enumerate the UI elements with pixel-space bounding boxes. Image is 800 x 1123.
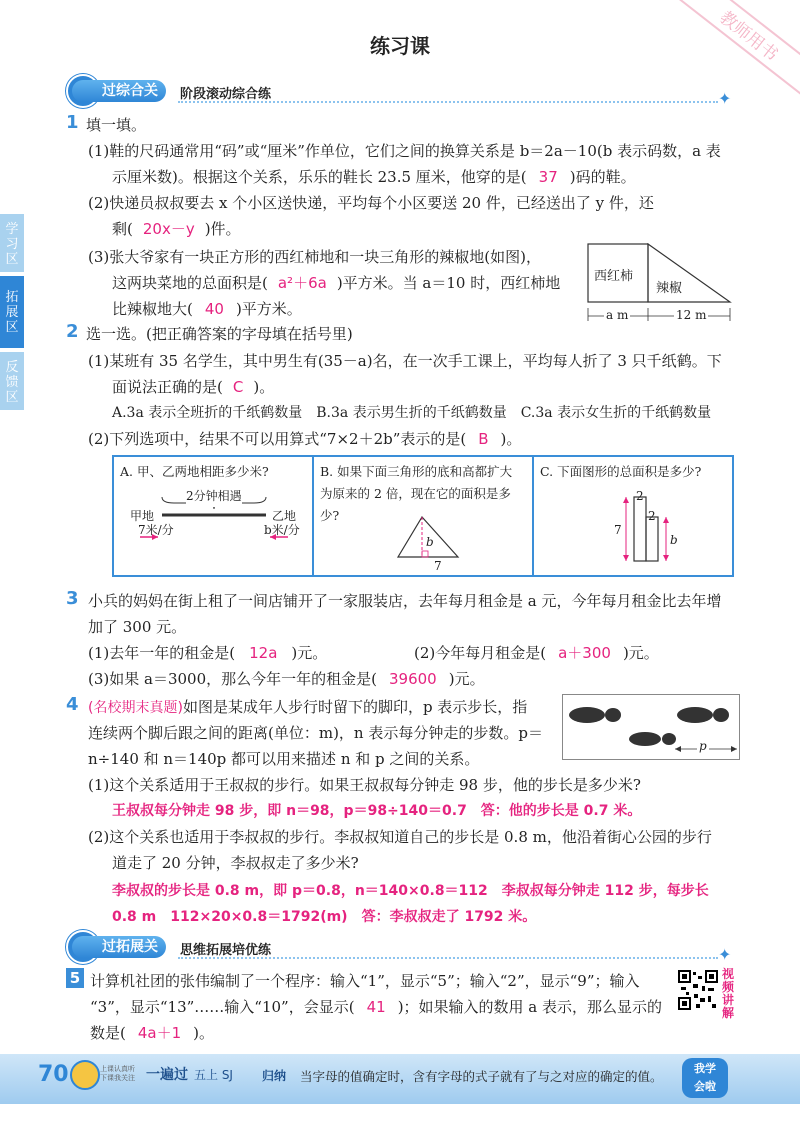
answer-blank: 20x－y [142,220,195,238]
q3-p3: (3)如果 a＝3000，那么今年一年的租金是( 39600 )元。 [88,670,485,688]
option-a-text: A. 甲、乙两地相距多少米? [120,464,269,479]
q1-number: 1 [66,112,79,133]
footprint-figure [562,694,740,760]
q4-p1: (1)这个关系适用于王叔叔的步行。如果王叔叔每分钟走 98 步，他的步长是多少米? [88,776,641,794]
footer-grade: 五上 SJ [194,1068,233,1082]
q2-number: 2 [66,321,79,342]
meet-label: 2分钟相遇 [186,485,242,507]
width2-label: 2 [648,509,656,523]
q2-p1-line2: 面说法正确的是( C )。 [112,378,275,396]
height-label: b [426,535,434,549]
footer-brand: 一遍过 [146,1067,188,1083]
option-b-box [314,457,534,575]
q1-p2-line1: (2)快递员叔叔要去 x 个小区送快递，平均每个小区要送 20 件，已经送出了 y 件，还 [88,194,654,212]
side-tab-study[interactable]: 学习区 [0,214,24,272]
q1-p3-line1: (3)张大爷家有一块正方形的西红柿地和一块三角形的辣椒地(如图)， [88,248,541,266]
q1-p3-line2: 这两块菜地的总面积是( a²＋6a )平方米。当 a＝10 时，西红柿地 [112,274,561,292]
option-a-box [114,457,314,575]
q1-p1-line2: 示厘米数)。根据这个关系，乐乐的鞋长 23.5 厘米，他穿的是( 37 )码的鞋。 [112,168,636,186]
side-tab-extend[interactable]: 拓展区 [0,276,24,348]
q4-number: 4 [66,694,79,715]
option-b-text-line2: 为原来的 2 倍，现在它的面积是多少? [320,486,511,523]
q5-line3: 数是( 4a＋1 )。 [90,1024,214,1042]
q4-line2: 连续两个脚后跟之间的距离(单位：m)，n 表示每分钟走的步数。p＝ [88,724,543,742]
side-tab-feedback[interactable]: 反馈区 [0,352,24,410]
q1-p1-line1: (1)鞋的尺码通常用“码”或“厘米”作单位，它们之间的换算关系是 b＝2a－10(b 表示码数，a 表 [88,142,721,160]
height2-label: b [670,533,678,547]
answer-blank: 37 [538,168,558,186]
option-c-text: C. 下面图形的总面积是多少? [540,464,702,479]
q3-number: 3 [66,588,79,609]
section-subtitle: 思维拓展培优练 [180,943,272,958]
dim-a-label: a m [606,308,629,322]
answer-blank: 40 [204,300,224,318]
footer-slogan-1: 上课认真听 [100,1065,135,1073]
mascot-icon [70,1060,100,1090]
width1-label: 2 [636,489,644,503]
page-number: 70 [38,1062,69,1087]
q4-line1: (名校期末真题)如图是某成年人步行时留下的脚印，p 表示步长，指 [88,698,528,716]
base-label: 7 [434,559,442,573]
q3-line1: 小兵的妈妈在街上租了一间店铺开了一家服装店，去年每月租金是 a 元，今年每月租金比去年增 [88,592,722,610]
q4-p2-answer-line1: 李叔叔的步长是 0.8 m，即 p＝0.8，n＝140×0.8＝112 李叔叔每分钟走 112 步，每步长 [112,883,709,899]
q2-p2: (2)下列选项中，结果不可以用算式“7×2＋2b”表示的是( B )。 [88,430,522,448]
footer-slogan-2: 下课我关注 [100,1074,135,1082]
q1-p2-line2: 剩( 20x－y )件。 [112,220,241,238]
star-icon: ✦ [718,89,732,108]
q3-line2: 加了 300 元。 [88,618,187,636]
square-label: 西红柿 [594,269,634,284]
q2-title: 选一选。(把正确答案的字母填在括号里) [86,325,353,343]
q1-title: 填一填。 [86,116,147,134]
footer-text: 当字母的值确定时，含有字母的式子就有了与之对应的确定的值。 [300,1069,663,1084]
section-divider [178,957,718,959]
q3-p2: (2)今年每月租金是( a＋300 )元。 [414,644,659,662]
q4-tag: (名校期末真题) [88,700,183,716]
q4-p2-answer-line2: 0.8 m 112×20×0.8＝1792(m) 答：李叔叔走了 1792 米。 [112,909,537,925]
section-badge: 过综合关 [72,80,166,102]
q3-p1: (1)去年一年的租金是( 12a )元。 [88,644,328,662]
q1-p3-line3: 比辣椒地大( 40 )平方米。 [112,300,302,318]
option-c-box [534,457,728,575]
start-b-label: 乙地 [272,509,297,523]
q5-number: 5 [66,968,84,988]
q2-option-boxes [112,455,734,577]
garden-figure [586,243,736,323]
answer-blank: a＋300 [558,644,611,662]
answer-blank: B [478,430,489,448]
section-badge: 过拓展关 [72,936,166,958]
answer-blank: a²＋6a [277,274,327,292]
speed-b-label: b米/分 [264,523,300,537]
section-divider [178,101,718,103]
answer-blank: C [232,378,244,396]
q4-p1-answer: 王叔叔每分钟走 98 步，即 n＝98，p＝98÷140＝0.7 答：他的步长是 0.7 米。 [112,803,642,819]
q2-p1-line1: (1)某班有 35 名学生，其中男生有(35－a)名，在一次手工课上，平均每人折了 3 只千纸鹤。下 [88,352,722,370]
triangle-label: 辣椒 [656,281,683,296]
step-length-label: p [699,739,707,753]
q5-line1: 计算机社团的张伟编制了一个程序：输入“1”，显示“5”；输入“2”，显示“9”；输入 [90,972,640,990]
footer-label: 归纳 [262,1069,287,1083]
option-b-text-line1: B. 如果下面三角形的底和高都扩大 [320,464,513,479]
q2-options: A.3a 表示全班折的千纸鹤数量 B.3a 表示男生折的千纸鹤数量 C.3a 表示女生折的千纸鹤数量 [112,405,712,421]
answer-blank: 4a＋1 [137,1024,182,1042]
height1-label: 7 [614,523,622,537]
qr-code-icon[interactable] [678,970,718,1010]
star-icon: ✦ [718,945,732,964]
answer-blank: 39600 [389,670,437,688]
start-a-label: 甲地 [130,509,155,523]
teacher-stamp: 教师用书 [677,0,800,97]
dim-12-label: 12 m [676,308,707,322]
video-label[interactable]: 视频讲解 [722,967,735,1020]
q5-line2: “3”，显示“13”……输入“10”，会显示( 41 )；如果输入的数用 a 表示，那么显示的 [90,998,663,1016]
q4-p2-line1: (2)这个关系也适用于李叔叔的步行。李叔叔知道自己的步长是 0.8 m，他沿着街心公园的步行 [88,828,712,846]
page-title: 练习课 [370,34,430,58]
footprints-diagram [563,695,739,759]
q4-p2-line2: 道走了 20 分钟，李叔叔走了多少米? [112,854,359,872]
answer-blank: 41 [366,998,386,1016]
q4-line3: n÷140 和 n＝140p 都可以用来描述 n 和 p 之间的关系。 [88,750,480,768]
answer-blank: 12a [249,644,278,662]
speed-a-label: 7米/分 [138,523,174,537]
section-subtitle: 阶段滚动综合练 [180,87,272,102]
learned-badge: 我学 会啦 [682,1058,728,1098]
